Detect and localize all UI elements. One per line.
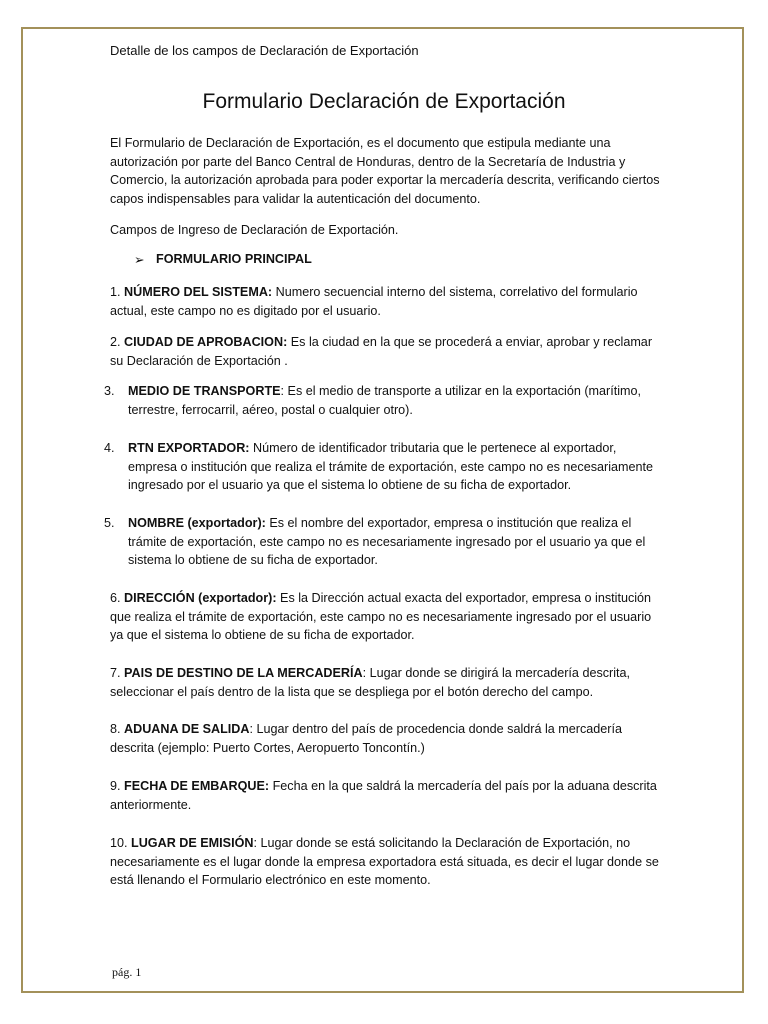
item-text: : Lugar dentro del país de procedencia donde saldrá la mercadería descrita (ejemplo: Puerto Cortes, Aeropuerto Toncontín.): [110, 722, 622, 755]
item-number: 6.: [110, 591, 121, 605]
field-item-1: [110, 283, 660, 320]
arrow-bullet-icon: ➢: [134, 253, 145, 267]
item-label: NOMBRE (exportador):: [128, 516, 266, 530]
item-text: Número de identificador tributaria que le pertenece al exportador, empresa o institución que realiza el trámite de exportación, este campo no es necesariamente ingresado por el usuario ya que el sistema lo obtiene de su ficha de exportador.: [128, 441, 654, 493]
item-label: RTN EXPORTADOR:: [128, 441, 250, 455]
item-text: Numero secuencial interno del sistema, correlativo del formulario actual, este campo no es digitado por el usuario.: [110, 285, 638, 318]
item-number: 8.: [110, 722, 121, 736]
field-item-2: [110, 333, 660, 370]
field-item-3: [104, 382, 660, 419]
item-number: 4.: [104, 441, 115, 455]
item-text: : Es el medio de transporte a utilizar en la exportación (marítimo, terrestre, ferrocarril, aéreo, postal o cualquier otro).: [128, 384, 642, 417]
page-header: Detalle de los campos de Declaración de Exportación: [110, 43, 419, 58]
item-text: Fecha en la que saldrá la mercadería del país por la aduana descrita anteriormente.: [110, 779, 657, 812]
field-item-7: [110, 664, 660, 701]
item-text: : Lugar donde se está solicitando la Declaración de Exportación, no necesariamente es el lugar donde la empresa exportadora está situada, es decir el lugar donde se está llenando el Formulario electrónico en este momento.: [110, 836, 659, 888]
item-text: Es el nombre del exportador, empresa o institución que realiza el trámite de exportación, este campo no es necesariamente ingresado por el usuario ya que el sistema lo obtiene de su ficha de exportador.: [128, 516, 646, 568]
item-label: CIUDAD DE APROBACION:: [124, 335, 288, 349]
item-label: ADUANA DE SALIDA: [124, 722, 250, 736]
item-number: 7.: [110, 666, 121, 680]
item-number: 1.: [110, 285, 121, 299]
item-label: DIRECCIÓN (exportador):: [124, 591, 277, 605]
campos-heading: Campos de Ingreso de Declaración de Exportación.: [110, 223, 399, 237]
item-number: 3.: [104, 384, 115, 398]
intro-paragraph: El Formulario de Declaración de Exportación, es el documento que estipula mediante una autorización por parte del Banco Central de Honduras, dentro de la Secretaría de Industria y Comercio, la autorización aprobada para poder exportar la mercadería descrita, verificando ciertos capos indispensables para validar la autenticación del documento.: [110, 136, 660, 207]
item-text: Es la Dirección actual exacta del exportador, empresa o institución que realiza el trámite de exportación, este campo no es necesariamente ingresado por el usuario ya que el sistema lo obtiene de su ficha de exportador.: [110, 591, 652, 643]
item-label: MEDIO DE TRANSPORTE: [128, 384, 281, 398]
document-title: Formulario Declaración de Exportación: [202, 90, 566, 113]
field-item-9: [110, 777, 660, 814]
field-item-4: [104, 439, 660, 495]
item-label: FECHA DE EMBARQUE:: [124, 779, 270, 793]
item-number: 9.: [110, 779, 121, 793]
item-text: Es la ciudad en la que se procederá a enviar, aprobar y reclamar su Declaración de Exportación .: [110, 335, 653, 368]
field-item-6: [110, 589, 660, 645]
field-item-5: [104, 514, 660, 570]
section-label: FORMULARIO PRINCIPAL: [156, 252, 312, 266]
item-label: NÚMERO DEL SISTEMA:: [124, 285, 273, 299]
item-text: : Lugar donde se dirigirá la mercadería descrita, seleccionar el país dentro de la lista que se despliega por el botón derecho del campo.: [110, 666, 631, 699]
item-number: 5.: [104, 516, 115, 530]
page-number: pág. 1: [112, 965, 142, 979]
field-item-10: [110, 834, 660, 890]
item-label: PAIS DE DESTINO DE LA MERCADERÍA: [124, 666, 363, 680]
item-number: 10.: [110, 836, 128, 850]
field-item-8: [110, 720, 660, 757]
item-number: 2.: [110, 335, 121, 349]
item-label: LUGAR DE EMISIÓN: [131, 836, 254, 850]
